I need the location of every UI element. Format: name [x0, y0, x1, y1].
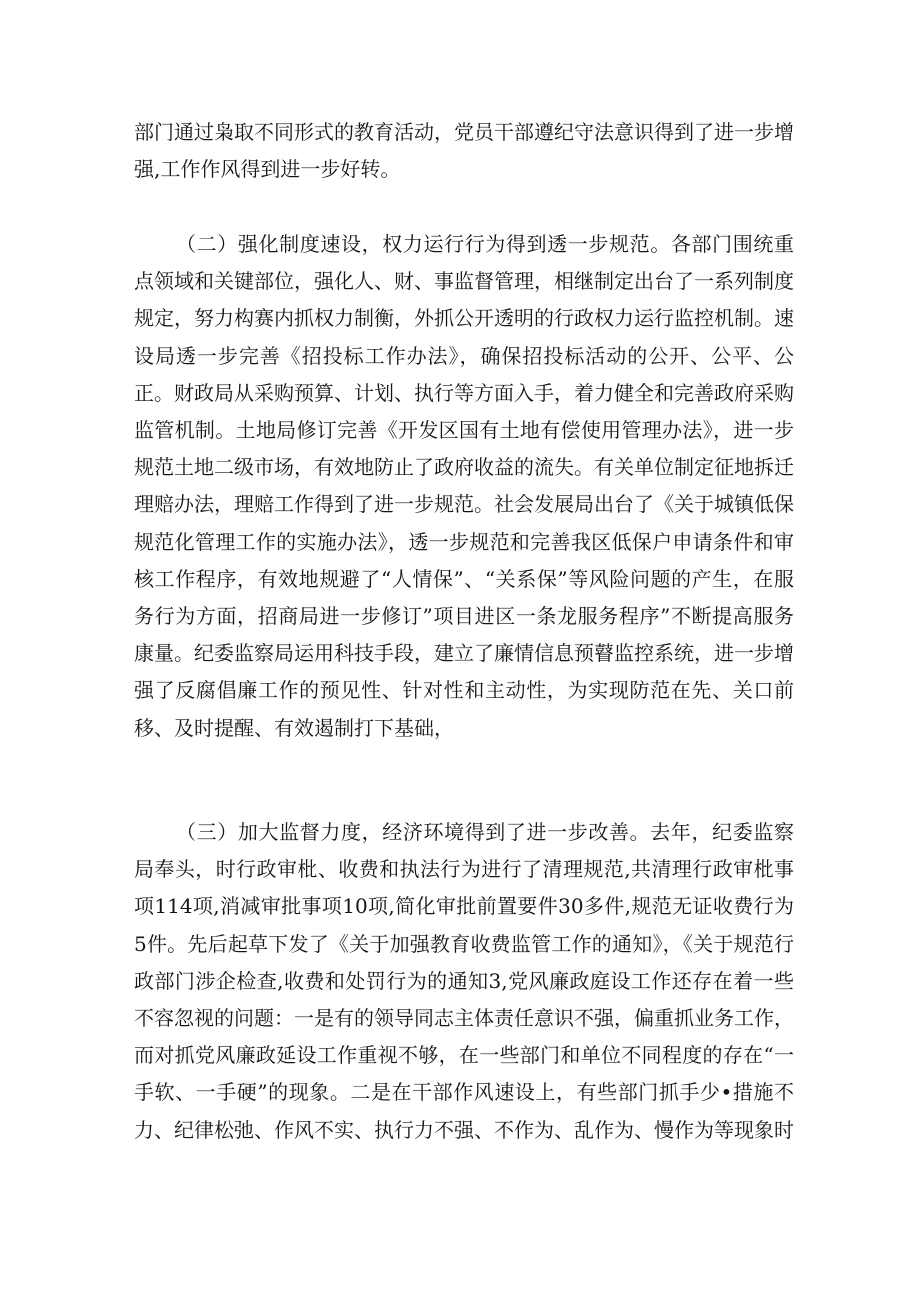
paragraph-continuation: 部门通过枭取不同形式的教育活动，党员干部遵纪守法意识得到了进一步增强,工作作风得到进一步好转。 — [134, 120, 794, 182]
paragraph-supervision: （三）加大监督力度，经济环境得到了进一步改善。去年，纪委监察局奉头，时行政审枇、收费和执法行为进行了清理规范,共清理行政审枇事项114项,消减审批事项10项,简化审批前置要件30多件,规范无证收费行为5件。先后起草下发了《关于加强教育收费监管工作的通知》，《关于规范行政部门涉企检查,收费和处罚行为的通知3,党风廉政庭设工作还存在着一些不容忽视的问题：一是有的领导同志主体责任意识不强，偏重抓业务工作，而对抓党风廉政延设工作重视不够，在一些部门和单位不同程度的存在“一手软、一手硬”的现象。二是在干部作风速设上，有些部门抓手少•措施不力、纪律松弛、作风不实、执行力不强、不作为、乱作为、慢作为等现象时 — [134, 820, 794, 1142]
paragraph-institution-building: （二）强化制度速设，权力运行行为得到透一步规范。各部门围统重点领域和关键部位，强化人、财、事监督管理，相继制定出台了一系列制度规定，努力构赛内抓权力制衡，外抓公开透明的行政权力运行监控机制。速设局透一步完善《招投标工作办法》，确保招投标活动的公开、公平、公正。财政局从采购预算、计划、执行等方面入手，着力健全和完善政府采购监管机制。土地局修订完善《开发区国有土地有偿使用管理办法》，进一步规范土地二级市场，有效地防止了政府收益的流失。有关单位制定征地拆迁理赔办法，理赔工作得到了进一步规范。社会发展局出台了《关于城镇低保规范化管理工作的实施办法》，透一步规范和完善我区低保户申请条件和审核工作程序，有效地规避了“人情保”、“关系保”等风险问题的产生，在服务行为方面，招商局进一步修订”项目进区一条龙服务程序”不断提高服务康量。纪委监察局运用科技手段，建立了廉情信息预瞽监控系统，进一步增强了反腐倡廉工作的预见性、针对性和主动性，为实现防范在先、关口前移、及时提醒、有效遏制打下基础， — [134, 232, 794, 740]
